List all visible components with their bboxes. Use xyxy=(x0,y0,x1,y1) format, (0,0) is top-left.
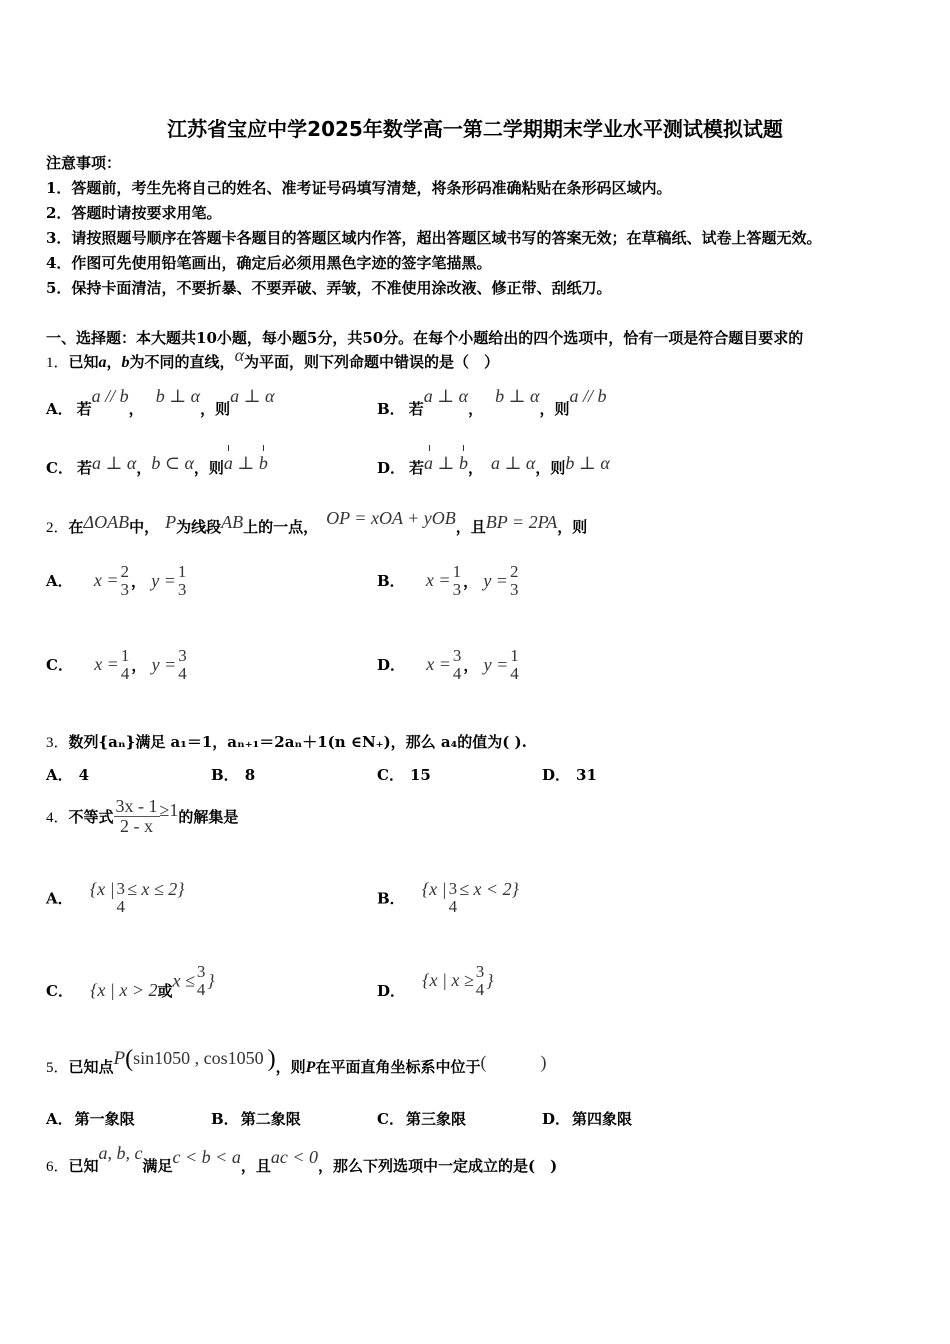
question-number: 5． xyxy=(46,1060,69,1076)
q5-point: P xyxy=(113,1048,126,1069)
option-expr: a ⊥ α xyxy=(490,453,536,473)
q5-text-2: ，则 xyxy=(275,1058,306,1076)
fraction-numerator: 3 xyxy=(448,879,458,898)
q3-option-a[interactable] xyxy=(46,764,89,785)
fraction-numerator: 1 xyxy=(120,646,130,665)
option-label: D． xyxy=(377,982,406,1001)
option-text: ，则 xyxy=(200,400,231,418)
q1-var-b: b xyxy=(121,354,130,371)
q2-text-5: ，且 xyxy=(455,518,486,536)
q1-text-3: 为平面，则下列命题中错误的是（ ） xyxy=(244,353,500,371)
fraction-numerator: 1 xyxy=(452,562,462,581)
q1-comma: ， xyxy=(106,353,122,371)
option-expr: } xyxy=(207,970,215,991)
notice-item-3: 3．请按照题号顺序在答题卡各题目的答题区域内作答，超出答题区域书写的答案无效；在草稿纸、试卷上答题无效。 xyxy=(46,229,822,247)
question-2-stem xyxy=(46,508,588,537)
option-value: 4 xyxy=(78,766,90,784)
question-3-stem xyxy=(46,731,527,752)
q4-ge: ≥1 xyxy=(159,799,179,820)
option-expr: {x | xyxy=(421,879,447,900)
q4-option-a[interactable] xyxy=(46,880,184,916)
option-value: 8 xyxy=(244,766,256,784)
fraction-numerator: 3 xyxy=(475,962,485,981)
option-expr: x = xyxy=(94,654,119,675)
option-label: A． xyxy=(46,400,73,418)
q2-option-d[interactable] xyxy=(377,647,521,683)
option-label: A． xyxy=(46,572,73,591)
fraction-denominator: 4 xyxy=(452,663,462,683)
q1-option-b[interactable] xyxy=(377,386,607,419)
option-expr: a ⊥ α xyxy=(423,386,469,406)
notice-item-4: 4．作图可先使用铅笔画出，确定后必须用黑色字迹的签字笔描黑。 xyxy=(46,254,492,272)
q5-option-b[interactable] xyxy=(211,1108,301,1129)
question-5-stem xyxy=(46,1046,547,1079)
q1-text-2: 为不同的直线， xyxy=(129,353,235,371)
q6-vars: a, b, c xyxy=(98,1143,143,1163)
option-label: B． xyxy=(377,889,405,908)
option-expr: x ≤ xyxy=(172,970,195,991)
notice-item-1: 1．答题前，考生先将自己的姓名、准考证号码填写清楚，将条形码准确粘贴在条形码区域内。 xyxy=(46,179,672,197)
option-expr: {x | xyxy=(89,879,115,900)
q2-point-p: P xyxy=(165,512,177,532)
page-title: 江苏省宝应中学2025年数学高一第二学期期末学业水平测试模拟试题 xyxy=(167,117,783,141)
perp-symbol: ⊥ xyxy=(237,453,255,473)
option-text: 若 xyxy=(408,400,424,418)
option-expr: x = xyxy=(93,570,119,591)
q4-text-2: 的解集是 xyxy=(178,807,239,826)
option-label: C． xyxy=(377,1110,404,1128)
notice-item-2: 2．答题时请按要求用笔。 xyxy=(46,204,222,222)
q5-option-c[interactable] xyxy=(377,1108,466,1129)
fraction-numerator: 3x - 1 xyxy=(115,796,158,816)
option-text: 若 xyxy=(409,459,425,477)
fraction-numerator: 3 xyxy=(178,646,187,665)
option-expr: a // b xyxy=(91,386,129,406)
option-expr: y = xyxy=(483,654,509,675)
fraction-denominator: 3 xyxy=(120,579,130,599)
option-expr: ≤ x < 2} xyxy=(459,879,519,900)
option-label: A． xyxy=(46,1110,73,1128)
option-text: 若 xyxy=(76,400,92,418)
question-4-stem xyxy=(46,797,238,836)
option-value: 第二象限 xyxy=(240,1110,301,1128)
fraction-denominator: 4 xyxy=(448,896,458,916)
option-expr: a // b xyxy=(569,386,607,406)
q2-vector-eq: OP = xOA + yOB xyxy=(326,508,456,528)
q5-rparen: ) xyxy=(267,1046,276,1072)
option-expr: y = xyxy=(151,570,176,591)
option-value: 15 xyxy=(409,766,431,784)
q6-text-4: ，那么下列选项中一定成立的是( ) xyxy=(318,1157,558,1175)
option-label: D． xyxy=(542,1110,571,1128)
fraction-denominator: 4 xyxy=(475,979,485,999)
option-label: D． xyxy=(542,766,571,784)
question-number: 3． xyxy=(46,735,69,751)
notice-heading: 注意事项： xyxy=(46,154,122,172)
q5-lparen: ( xyxy=(125,1046,134,1072)
q4-option-d[interactable] xyxy=(377,963,493,999)
q2-option-a[interactable] xyxy=(46,563,188,599)
q6-cond-1: c < b < a xyxy=(172,1147,241,1167)
option-text: ，则 xyxy=(535,459,566,477)
q2-triangle: ΔOAB xyxy=(83,512,130,532)
fraction-numerator: 1 xyxy=(510,646,519,665)
q1-text-1: 已知 xyxy=(68,353,99,371)
q2-condition: BP = 2PA xyxy=(485,512,558,532)
option-label: B． xyxy=(377,572,405,591)
option-value: 第四象限 xyxy=(572,1110,633,1128)
option-label: C． xyxy=(46,656,73,675)
q2-segment: AB xyxy=(221,512,244,532)
fraction-numerator: 1 xyxy=(177,562,187,581)
fraction-denominator: 4 xyxy=(178,663,187,683)
q2-option-c[interactable] xyxy=(46,647,189,683)
option-label: C． xyxy=(46,459,73,477)
q6-text-1: 已知 xyxy=(68,1157,99,1175)
q2-text-4: 上的一点， xyxy=(243,518,319,536)
option-expr: b ⊥ α xyxy=(495,386,540,406)
vector-b: b xyxy=(258,453,268,473)
fraction-denominator: 3 xyxy=(177,579,187,599)
question-number: 1． xyxy=(46,355,69,371)
q3-option-c[interactable] xyxy=(377,764,431,785)
option-expr: a ⊥ α xyxy=(230,386,275,406)
q1-alpha: α xyxy=(234,345,245,365)
option-sep: ， xyxy=(467,459,483,477)
question-6-stem xyxy=(46,1143,558,1176)
q6-text-2: 满足 xyxy=(142,1157,173,1175)
option-value: 31 xyxy=(576,766,597,784)
fraction-denominator: 4 xyxy=(120,663,130,683)
q4-option-b[interactable] xyxy=(377,880,519,916)
vector-b: b xyxy=(458,453,468,473)
q6-cond-2: ac < 0 xyxy=(270,1147,318,1167)
option-text: 或 xyxy=(157,982,173,1001)
q3-option-b[interactable] xyxy=(211,764,255,785)
option-sep: ， xyxy=(131,572,147,591)
q2-text-1: 在 xyxy=(68,518,84,536)
option-sep: ， xyxy=(463,656,479,675)
fraction-numerator: 2 xyxy=(509,562,519,581)
option-text: 若 xyxy=(76,459,92,477)
option-label: B． xyxy=(377,400,405,418)
fraction-denominator: 4 xyxy=(510,663,519,683)
option-label: B． xyxy=(211,1110,239,1128)
option-text: ，则 xyxy=(539,400,570,418)
q2-text-6: ，则 xyxy=(557,518,588,536)
option-label: D． xyxy=(377,656,406,675)
option-label: C． xyxy=(377,766,404,784)
q2-option-b[interactable] xyxy=(377,563,520,599)
q2-text-2: 中， xyxy=(129,518,160,536)
vector-a: a xyxy=(223,453,233,473)
option-expr: ≤ x ≤ 2} xyxy=(127,879,185,900)
option-expr: y = xyxy=(151,654,177,675)
option-text: ，则 xyxy=(193,459,224,477)
option-sep: ， xyxy=(131,656,147,675)
fraction-numerator: 3 xyxy=(452,646,462,665)
option-expr: y = xyxy=(483,570,508,591)
option-expr: b ⊂ α xyxy=(151,453,194,473)
q5-args: sin1050 , cos1050 xyxy=(133,1048,264,1068)
option-sep: ， xyxy=(128,400,144,418)
q1-option-d[interactable] xyxy=(377,453,610,478)
option-sep: ， xyxy=(463,572,479,591)
option-expr: {x | x ≥ xyxy=(422,970,474,991)
option-expr: x = xyxy=(425,570,451,591)
fraction-denominator: 3 xyxy=(509,579,519,599)
option-label: A． xyxy=(46,889,73,908)
question-number: 6． xyxy=(46,1159,69,1175)
fraction-denominator: 4 xyxy=(116,896,126,916)
option-label: A． xyxy=(46,766,73,784)
option-sep: ， xyxy=(136,459,152,477)
option-expr: a ⊥ α xyxy=(91,453,137,473)
fraction-numerator: 3 xyxy=(196,962,206,981)
question-1-stem xyxy=(46,345,500,372)
option-expr: b ⊥ α xyxy=(155,386,201,406)
fraction-denominator: 2 - x xyxy=(114,816,160,836)
q5-option-a[interactable] xyxy=(46,1108,135,1129)
fraction-denominator: 3 xyxy=(452,579,462,599)
q5-point-2: P xyxy=(305,1059,316,1076)
q3-text: 数列{aₙ}满足 a₁＝1，aₙ₊₁＝2aₙ＋1(n ∈N₊)，那么 a₄的值为( ). xyxy=(68,733,527,751)
q3-option-d[interactable] xyxy=(542,764,597,785)
q4-text-1: 不等式 xyxy=(68,807,114,826)
q5-blank: ( ) xyxy=(480,1052,547,1072)
option-label: C． xyxy=(46,982,73,1001)
option-expr: {x | x > 2 xyxy=(90,980,158,1001)
option-label: D． xyxy=(377,459,406,477)
question-number: 4． xyxy=(46,809,69,826)
q1-option-a[interactable] xyxy=(46,386,275,419)
option-sep: ， xyxy=(468,400,484,418)
vector-a: a xyxy=(424,453,434,473)
q2-text-3: 为线段 xyxy=(176,518,222,536)
q1-option-c[interactable] xyxy=(46,453,268,478)
q4-option-c[interactable] xyxy=(46,963,215,999)
question-number: 2． xyxy=(46,520,69,536)
option-label: B． xyxy=(211,766,239,784)
fraction-numerator: 3 xyxy=(116,879,126,898)
q5-text-1: 已知点 xyxy=(68,1058,114,1076)
perp-symbol: ⊥ xyxy=(437,453,455,473)
option-value: 第一象限 xyxy=(74,1110,135,1128)
q6-text-3: ，且 xyxy=(240,1157,271,1175)
q1-var-a: a xyxy=(98,354,107,371)
q5-text-3: 在平面直角坐标系中位于 xyxy=(315,1058,481,1076)
option-value: 第三象限 xyxy=(405,1110,466,1128)
section-heading: 一、选择题：本大题共10小题，每小题5分，共50分。在每个小题给出的四个选项中，恰有一项是符合题目要求的 xyxy=(46,329,804,347)
option-expr: b ⊥ α xyxy=(565,453,610,473)
option-expr: x = xyxy=(426,654,451,675)
fraction-numerator: 2 xyxy=(120,562,130,581)
notice-item-5: 5．保持卡面清洁，不要折暴、不要弄破、弄皱，不准使用涂改液、修正带、刮纸刀。 xyxy=(46,279,612,297)
option-expr: } xyxy=(486,970,494,991)
q5-option-d[interactable] xyxy=(542,1108,632,1129)
fraction-denominator: 4 xyxy=(196,979,206,999)
